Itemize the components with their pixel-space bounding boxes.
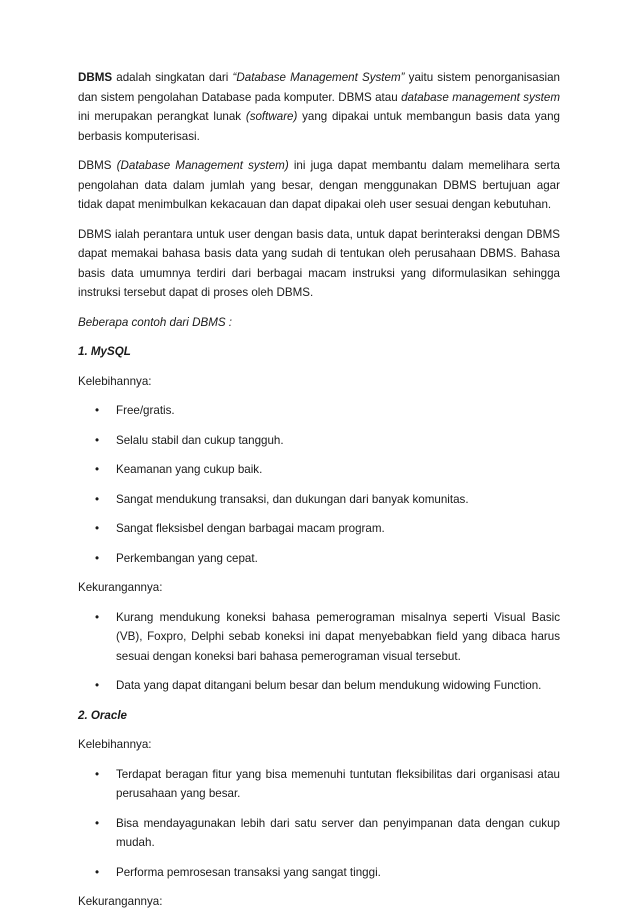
oracle-pros-list bbox=[78, 765, 560, 883]
list-item bbox=[78, 863, 560, 883]
list-item bbox=[78, 549, 560, 569]
list-item-text: Selalu stabil dan cukup tangguh. bbox=[116, 433, 284, 447]
list-item bbox=[78, 431, 560, 451]
list-item-text: Keamanan yang cukup baik. bbox=[116, 463, 263, 476]
mysql-cons-list bbox=[78, 608, 560, 696]
text-run: yang dipakai untuk membangun basis data yang berbasis komputerisasi. bbox=[78, 110, 560, 143]
dbms-term: DBMS bbox=[78, 71, 113, 84]
list-item bbox=[78, 519, 560, 539]
bullet-icon: • bbox=[95, 610, 100, 624]
list-item-text: Performa pemrosesan transaksi yang sangat tinggi. bbox=[116, 865, 381, 879]
bullet-icon: • bbox=[95, 463, 100, 476]
examples-label: Beberapa contoh dari DBMS : bbox=[78, 315, 233, 329]
document-page bbox=[78, 68, 560, 922]
bullet-icon: • bbox=[95, 679, 100, 692]
list-item bbox=[78, 608, 560, 667]
italic-run: “Database Management System” bbox=[232, 71, 405, 84]
bullet-icon: • bbox=[95, 522, 100, 535]
list-item bbox=[78, 676, 560, 696]
oracle-heading: 2. Oracle bbox=[78, 708, 127, 722]
bullet-icon: • bbox=[95, 404, 100, 417]
italic-run: (Database Management system) bbox=[116, 159, 289, 172]
intro-paragraph-2 bbox=[78, 156, 560, 215]
mysql-pros-label: Kelebihannya: bbox=[78, 374, 152, 388]
list-item-text: Sangat mendukung transaksi, dan dukungan dari banyak komunitas. bbox=[116, 492, 469, 506]
text-run: adalah singkatan dari bbox=[112, 71, 233, 84]
list-item-text: Kurang mendukung koneksi bahasa pemerograman misalnya seperti Visual Basic (VB), Foxpro, Delphi sebab koneksi ini dapat menyebabkan field yang dibaca harus sesuai dengan koneksi bari bahasa pemerograman visual tersebut. bbox=[116, 610, 560, 663]
bullet-icon: • bbox=[95, 865, 100, 879]
list-item-text: Perkembangan yang cepat. bbox=[116, 551, 258, 565]
italic-run: database management system bbox=[401, 90, 560, 104]
bullet-icon: • bbox=[95, 767, 100, 781]
oracle-cons-label: Kekurangannya: bbox=[78, 895, 163, 908]
text-run: ini merupakan perangkat lunak bbox=[78, 110, 246, 123]
list-item bbox=[78, 814, 560, 853]
list-item-text: Data yang dapat ditangani belum besar dan belum mendukung widowing Function. bbox=[116, 679, 542, 692]
list-item bbox=[78, 460, 560, 480]
text-run: DBMS bbox=[78, 159, 117, 172]
italic-run: (software) bbox=[245, 110, 298, 123]
mysql-heading: 1. MySQL bbox=[78, 345, 131, 358]
intro-paragraph-3: DBMS ialah perantara untuk user dengan basis data, untuk dapat berinteraksi dengan DBMS dapat memakai bahasa basis data yang sudah di tentukan oleh perusahaan DBMS. Bahasa basis data umumnya terdiri dari berbagai macam instruksi yang diformulasikan sehingga instruksi tersebut dapat di proses oleh DBMS. bbox=[78, 227, 560, 299]
bullet-icon: • bbox=[95, 816, 100, 830]
mysql-cons-label: Kekurangannya: bbox=[78, 581, 163, 594]
list-item bbox=[78, 401, 560, 421]
bullet-icon: • bbox=[95, 551, 100, 565]
list-item-text: Sangat fleksisbel dengan barbagai macam program. bbox=[116, 522, 385, 535]
mysql-pros-list bbox=[78, 401, 560, 568]
bullet-icon: • bbox=[95, 433, 100, 447]
text-run: ini juga dapat membantu dalam memelihara serta pengolahan data dalam jumlah yang besar, dengan menggunakan DBMS bertujuan agar tidak dapat menimbulkan kekacauan dan dapat dipakai oleh user sesuai dengan kebutuhan. bbox=[78, 159, 560, 211]
list-item-text: Terdapat beragan fitur yang bisa memenuhi tuntutan fleksibilitas dari organisasi atau perusahaan yang besar. bbox=[116, 767, 560, 800]
text-run: yaitu sistem penorganisasian dan sistem pengolahan Database pada komputer. DBMS atau bbox=[78, 71, 561, 104]
list-item bbox=[78, 490, 560, 510]
bullet-icon: • bbox=[95, 492, 100, 506]
intro-paragraph-1 bbox=[78, 68, 560, 146]
list-item-text: Free/gratis. bbox=[116, 404, 175, 417]
list-item-text: Bisa mendayagunakan lebih dari satu server dan penyimpanan data dengan cukup mudah. bbox=[116, 816, 560, 849]
list-item bbox=[78, 765, 560, 804]
oracle-pros-label: Kelebihannya: bbox=[78, 738, 152, 751]
